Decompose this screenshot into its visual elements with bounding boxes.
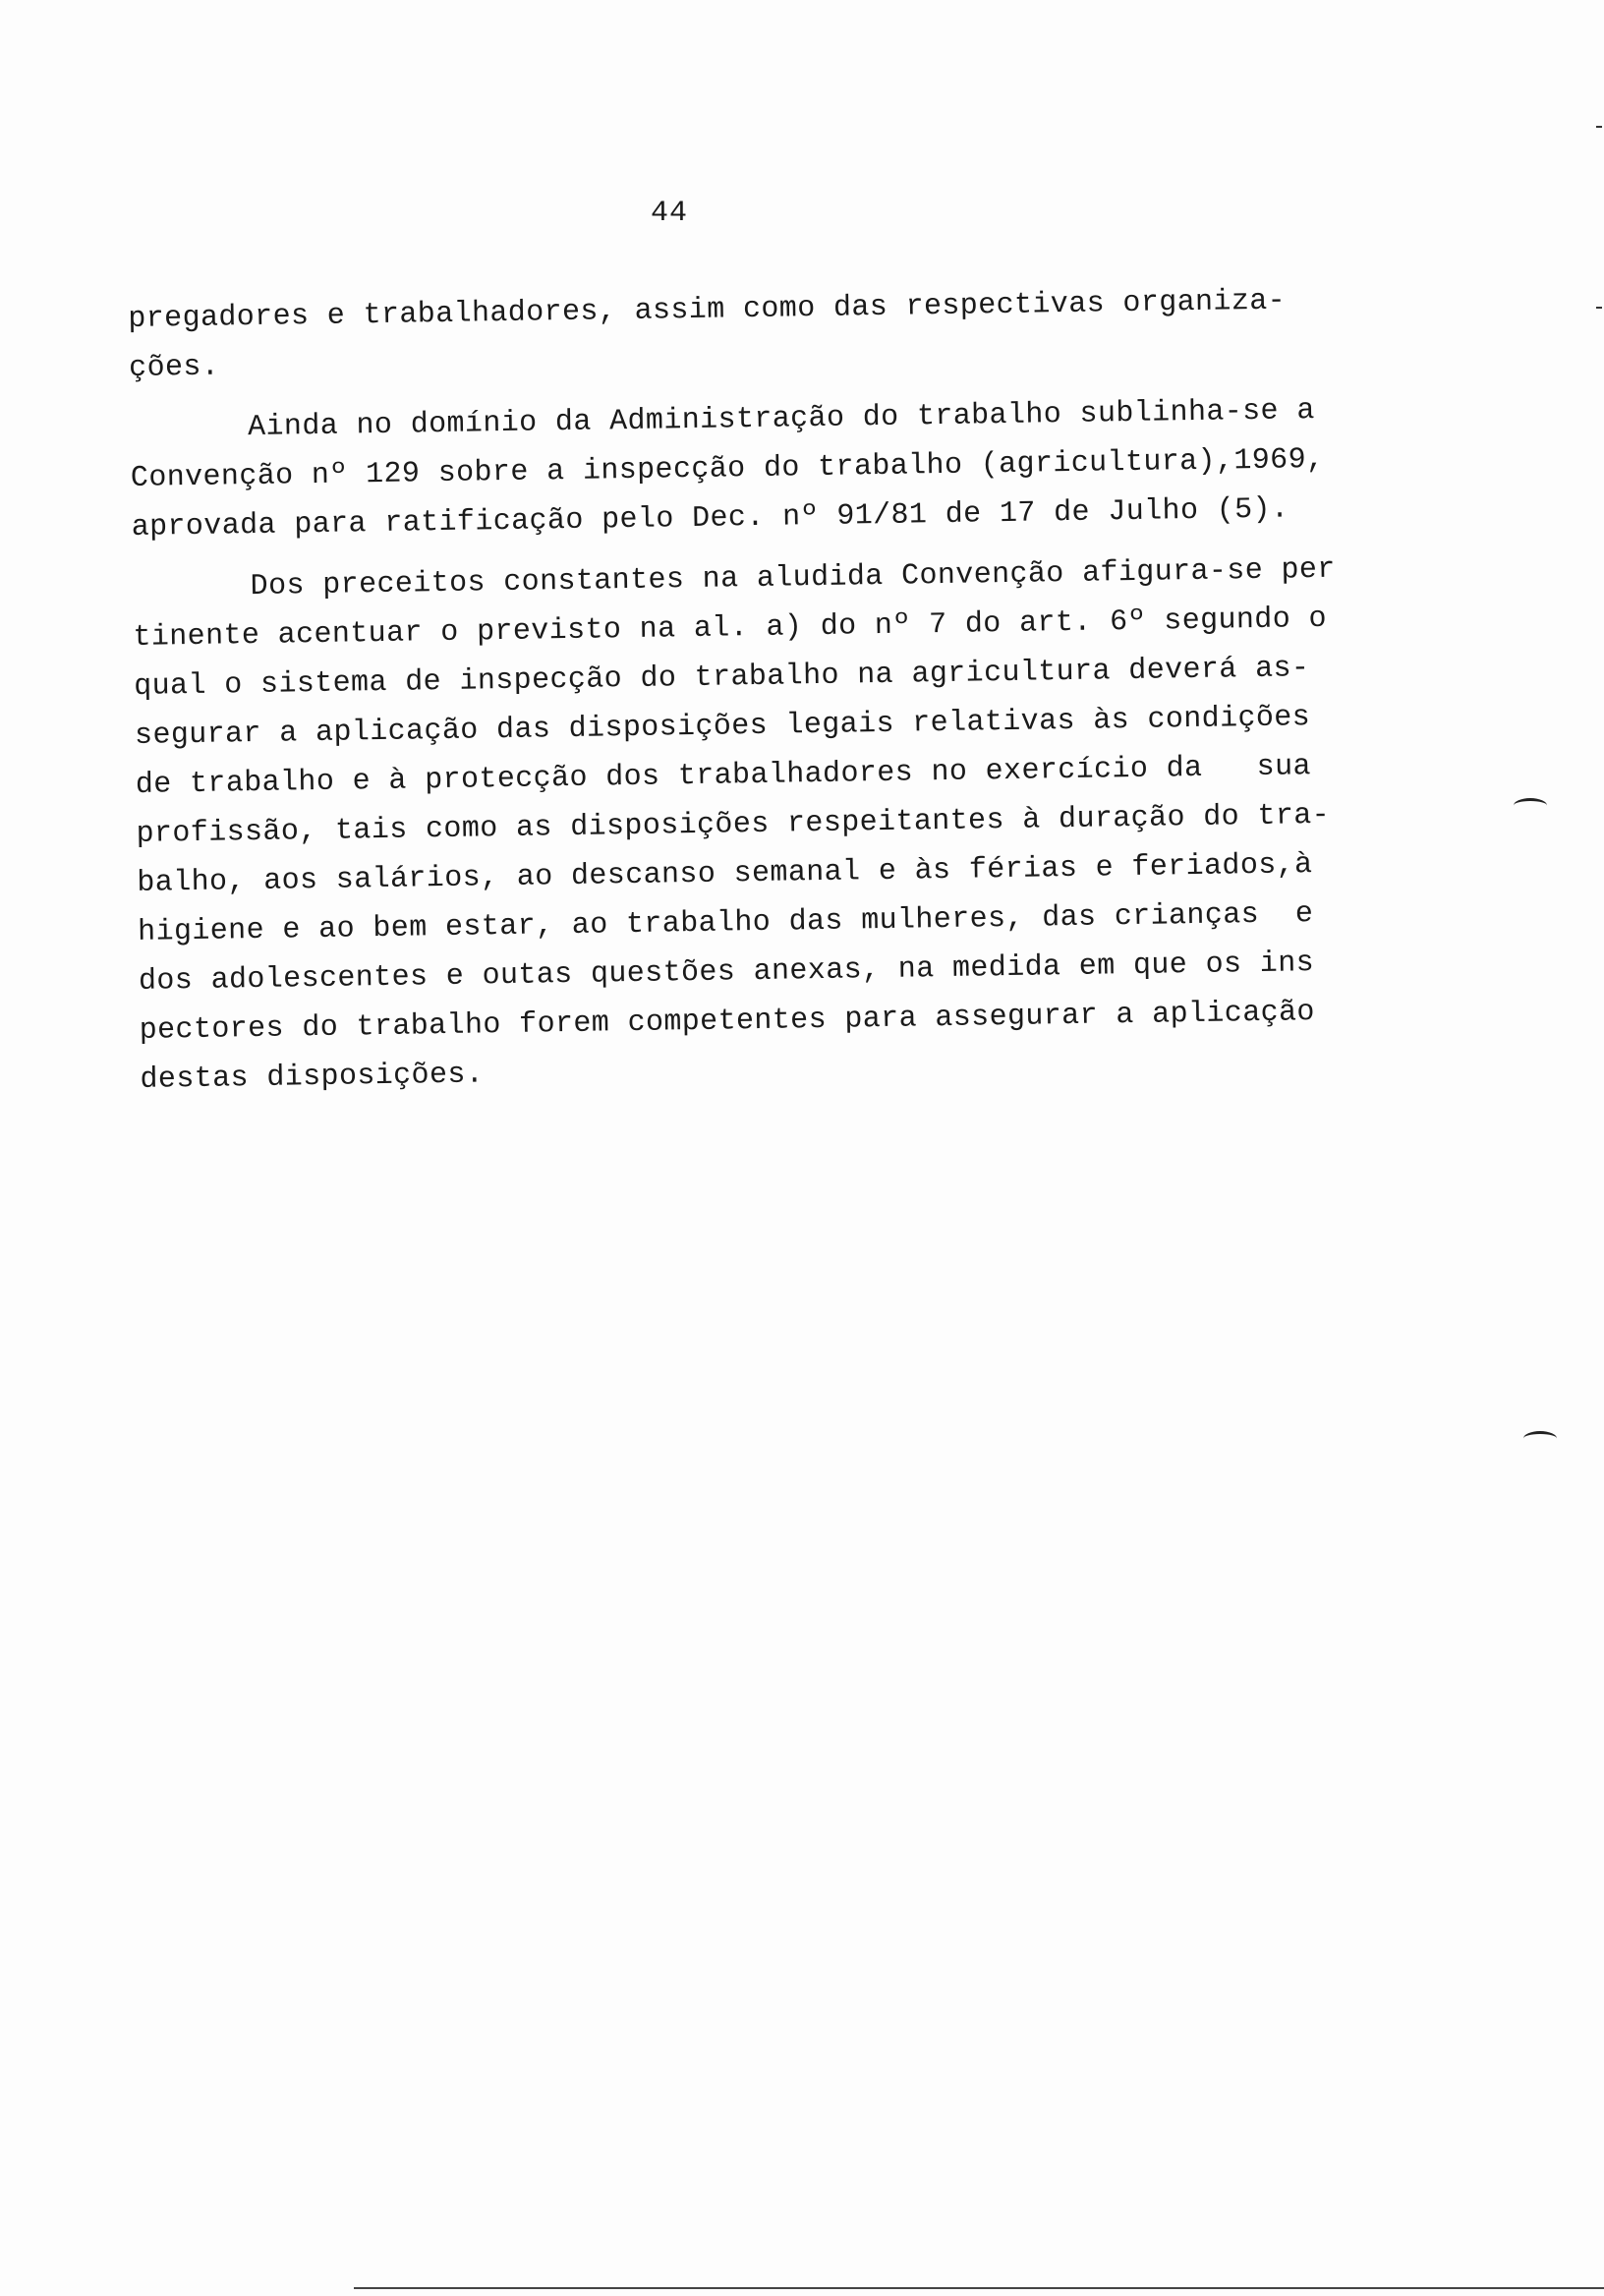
scan-mark [1514, 798, 1547, 813]
paragraph [130, 384, 1429, 552]
text-line: Ainda no domínio da Administração do trabalho sublinha-se a [247, 394, 1316, 445]
text-line: balho, aos salários, ao descanso semanal e às férias e feriados,à [137, 848, 1313, 900]
text-line: segurar a aplicação das disposições legais relativas às condições [134, 701, 1311, 753]
text-line: ções. [128, 350, 220, 385]
text-line: Convenção nº 129 sobre a inspecção do trabalho (agricultura),1969, [130, 442, 1325, 495]
text-line: qual o sistema de inspecção do trabalho na agricultura deverá as- [134, 652, 1310, 704]
text-line: aprovada para ratificação pelo Dec. nº 91/81 de 17 de Julho (5). [131, 492, 1289, 545]
paragraph [132, 544, 1437, 1105]
page-number: 44 [651, 197, 689, 230]
text-line: higiene e ao bem estar, ao trabalho das mulheres, das crianças e [137, 897, 1314, 949]
text-line: destas disposições. [140, 1058, 485, 1097]
text-line: pectores do trabalho forem competentes para assegurar a aplicação [139, 996, 1316, 1048]
text-line: de trabalho e à protecção dos trabalhadores no exercício da sua [135, 750, 1312, 802]
scan-tick [1596, 307, 1602, 309]
text-line: profissão, tais como as disposições respeitantes à duração do tra- [136, 798, 1331, 851]
body-text [128, 274, 1438, 1105]
text-line: Dos preceitos constantes na aludida Convenção afigura-se per [250, 552, 1336, 604]
scan-tick [1596, 126, 1602, 128]
text-line: pregadores e trabalhadores, assim como das respectivas organiza- [128, 284, 1287, 336]
bottom-edge-line [354, 2287, 1604, 2289]
text-line: dos adolescentes e outas questões anexas, na medida em que os ins [138, 947, 1315, 999]
text-line: tinente acentuar o previsto na al. a) do nº 7 do art. 6º segundo o [133, 602, 1328, 655]
scan-mark [1523, 1431, 1557, 1446]
